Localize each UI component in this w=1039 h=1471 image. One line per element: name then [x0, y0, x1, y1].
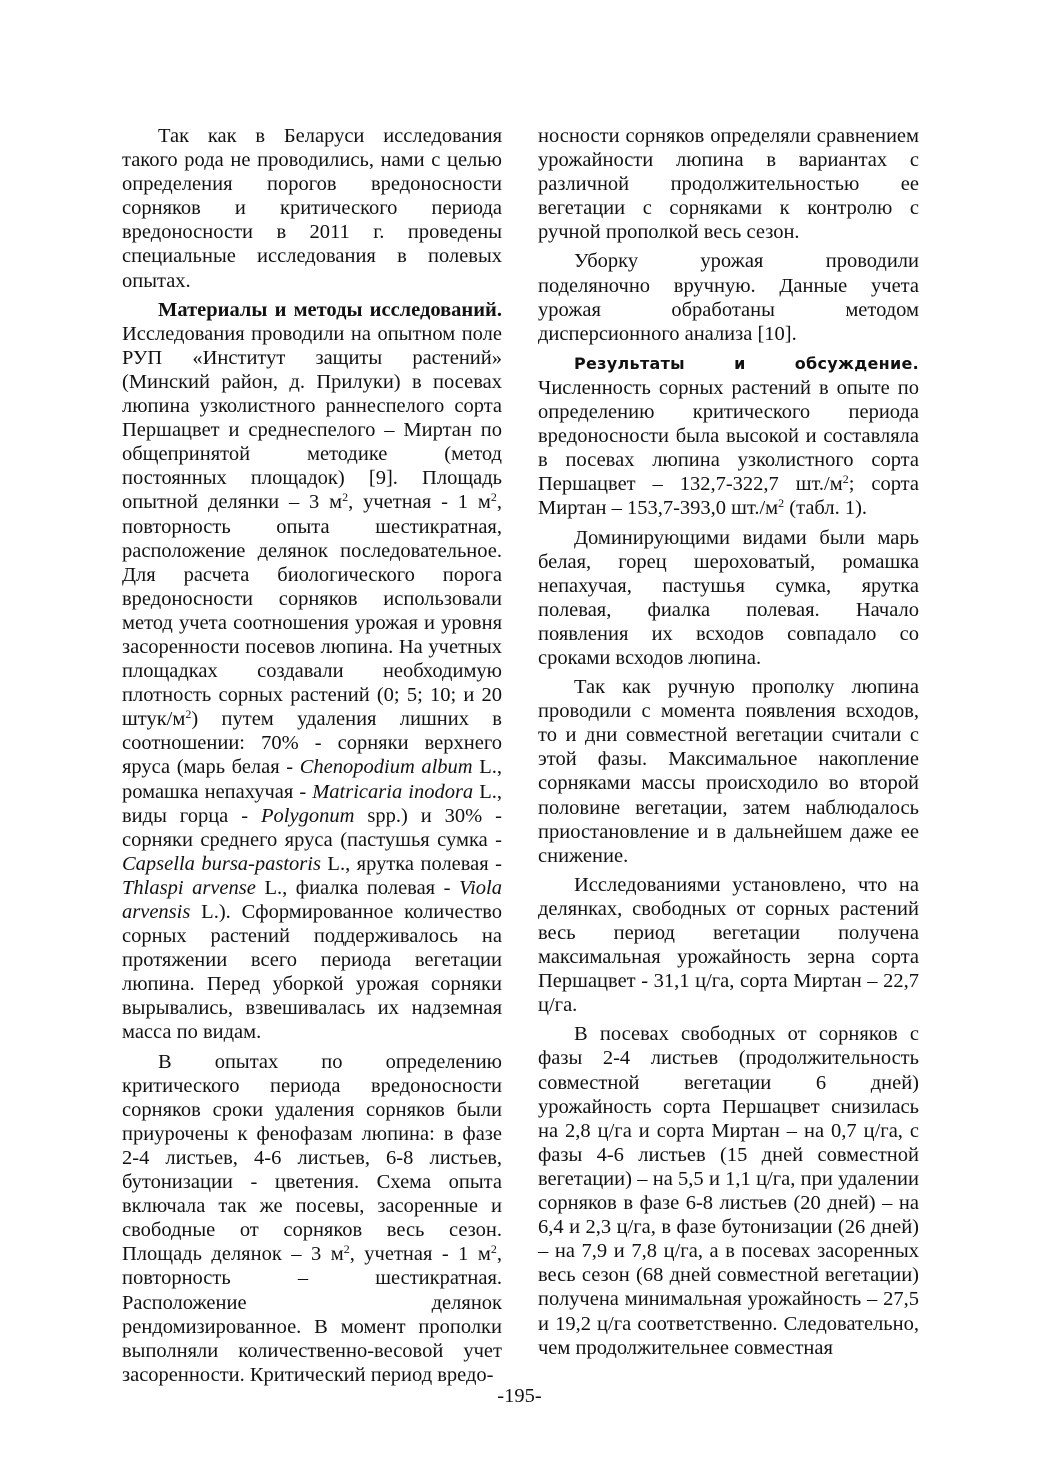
paragraph-results: [538, 351, 919, 521]
text-run: (табл. 1).: [784, 497, 868, 520]
text-run: , учетная - 1 м: [349, 1243, 491, 1266]
text-run: spp.) и 30% - сорняки среднего яруса (пастушья сумка -: [122, 804, 502, 851]
latin-species-name: Thlaspi arvense: [122, 876, 256, 899]
superscript: 2: [778, 496, 785, 511]
text-run: Численность сорных растений в опыте по определению критического периода вредоносности была высокой и составляла в посевах люпина узколистного сорта Першацвет – 132,7-322,7 шт./м: [538, 376, 919, 496]
superscript: 2: [185, 707, 192, 722]
left-column: [122, 124, 502, 1392]
paragraph-continued: носности сорняков определяли сравнением урожайности люпина в вариантах с различной продолжительностью ее вегетации с сорняками к контролю с ручной прополкой весь сезон.: [538, 125, 919, 244]
paragraph-harvest: Уборку урожая проводили поделяночно вручную. Данные учета урожая обработаны методом дисперсионного анализа [10].: [538, 250, 919, 345]
superscript: 2: [490, 1242, 497, 1257]
right-column: [538, 124, 919, 1365]
text-run: , повторность – шестикратная. Расположение делянок рендомизированное. В момент прополки выполняли количественно-весовой учет засоренности. Критический период вредо-: [122, 1243, 502, 1386]
superscript: 2: [490, 490, 497, 505]
superscript: 2: [342, 490, 349, 505]
paragraph-max-yield: Исследованиями установлено, что на делянках, свободных от сорных растений весь период вегетации получена максимальная урожайность зерна сорта Першацвет - 31,1 ц/га, сорта Миртан – 22,7 ц/га.: [538, 873, 919, 1017]
text-run: Исследования проводили на опытном поле РУП «Институт защиты растений» (Минский район, д. Прилуки) в посевах люпина узколистного раннеспелого сорта Першацвет и среднеспелого – Миртан по общепринятой методике (метод постоянных площадок) [9]. Площадь опытной делянки – 3 м: [122, 322, 502, 514]
latin-species-name: Capsella bursa-pastoris: [122, 852, 321, 875]
paragraph-intro: Так как в Беларуси исследования такого рода не проводились, нами с целью определения порогов вредоносности сорняков и критического периода вредоносности в 2011 г. проведены специальные исследования в полевых опытах.: [122, 125, 502, 292]
paragraph-dominant-species: Доминирующими видами были марь белая, горец шероховатый, ромашка непахучая, пастушья сумка, ярутка полевая, фиалка полевая. Начало появления их всходов совпадало со сроками всходов люпина.: [538, 526, 919, 669]
paragraph-yield-reduction: В посевах свободных от сорняков с фазы 2-4 листьев (продолжительность совместной вегетации 6 дней) урожайность сорта Першацвет снизилась на 2,8 ц/га и сорта Миртан – на 0,7 ц/га, с фазы 4-6 листьев (15 дней совместной вегетации) – на 5,5 и 1,1 ц/га, при удалении сорняков в фазе 6-8 листьев (20 дней) – на 6,4 и 2,3 ц/га, в фазе бутонизации (26 дней) – на 7,9 и 7,8 ц/га, а в посевах засоренных весь сезон (68 дней совместной вегетации) получена минимальная урожайность – 27,5 и 19,2 ц/га соответственно. Следовательно, чем продолжительнее совместная: [538, 1023, 919, 1359]
paragraph-hand-weeding: Так как ручную прополку люпина проводили с момента появления всходов, то и дни совместной вегетации считали с этой фазы. Максимальное накопление сорняками массы происходило во второй половине вегетации, затем наблюдалось приостановление и в дальнейшем даже ее снижение.: [538, 676, 919, 867]
paragraph-materials-methods: [122, 298, 502, 1045]
text-run: ; сорта Миртан – 153,7-393,0 шт./м: [538, 473, 919, 520]
text-run: L., ярутка полевая -: [320, 852, 503, 875]
text-run: , учетная - 1 м: [348, 491, 491, 514]
text-run: В опытах по определению критического периода вредоносности сорняков сроки удаления сорняков были приурочены к фенофазам люпина: в фазе 2-4 листьев, 4-6 листьев, 6-8 листьев, бутонизации - цветения. Схема опыта включала так же посевы, засоренные и свободные от сорняков весь сезон. Площадь делянок – 3 м: [122, 1050, 502, 1266]
text-run: L., фиалка полевая -: [255, 876, 460, 899]
section-heading-results: Результаты и обсуждение.: [574, 353, 919, 373]
text-run: L.). Сформированное количество сорных растений поддерживалось на протяжении всего периода вегетации люпина. Перед уборкой урожая сорняки вырывались, взвешивалась их надземная масса по видам.: [122, 901, 502, 1044]
latin-species-name: Matricaria inodora: [312, 780, 474, 803]
text-run: L., ромашка непахучая -: [122, 756, 503, 803]
page-number: -195-: [497, 1385, 542, 1407]
text-run: L., виды горца -: [122, 780, 502, 827]
superscript: 2: [343, 1242, 350, 1257]
latin-species-name: Chenopodium album: [299, 756, 473, 779]
text-run: ) путем удаления лишних в соотношении: 70% - сорняки верхнего яруса (марь белая -: [122, 708, 502, 779]
latin-species-name: Polygonum: [261, 804, 355, 827]
superscript: 2: [842, 472, 849, 487]
paragraph-critical-period-methods: [122, 1050, 502, 1387]
text-run: , повторность опыта шестикратная, расположение делянок последовательное. Для расчета биологического порога вредоносности сорняков использовали метод учета соотношения урожая и уровня засоренности посевов люпина. На учетных площадках создавали необходимую плотность сорных растений (0; 5; 10; и 20 штук/м: [122, 491, 502, 731]
latin-species-name: Viola arvensis: [122, 876, 502, 923]
section-heading-materials-methods: Материалы и методы исследований.: [158, 298, 502, 321]
